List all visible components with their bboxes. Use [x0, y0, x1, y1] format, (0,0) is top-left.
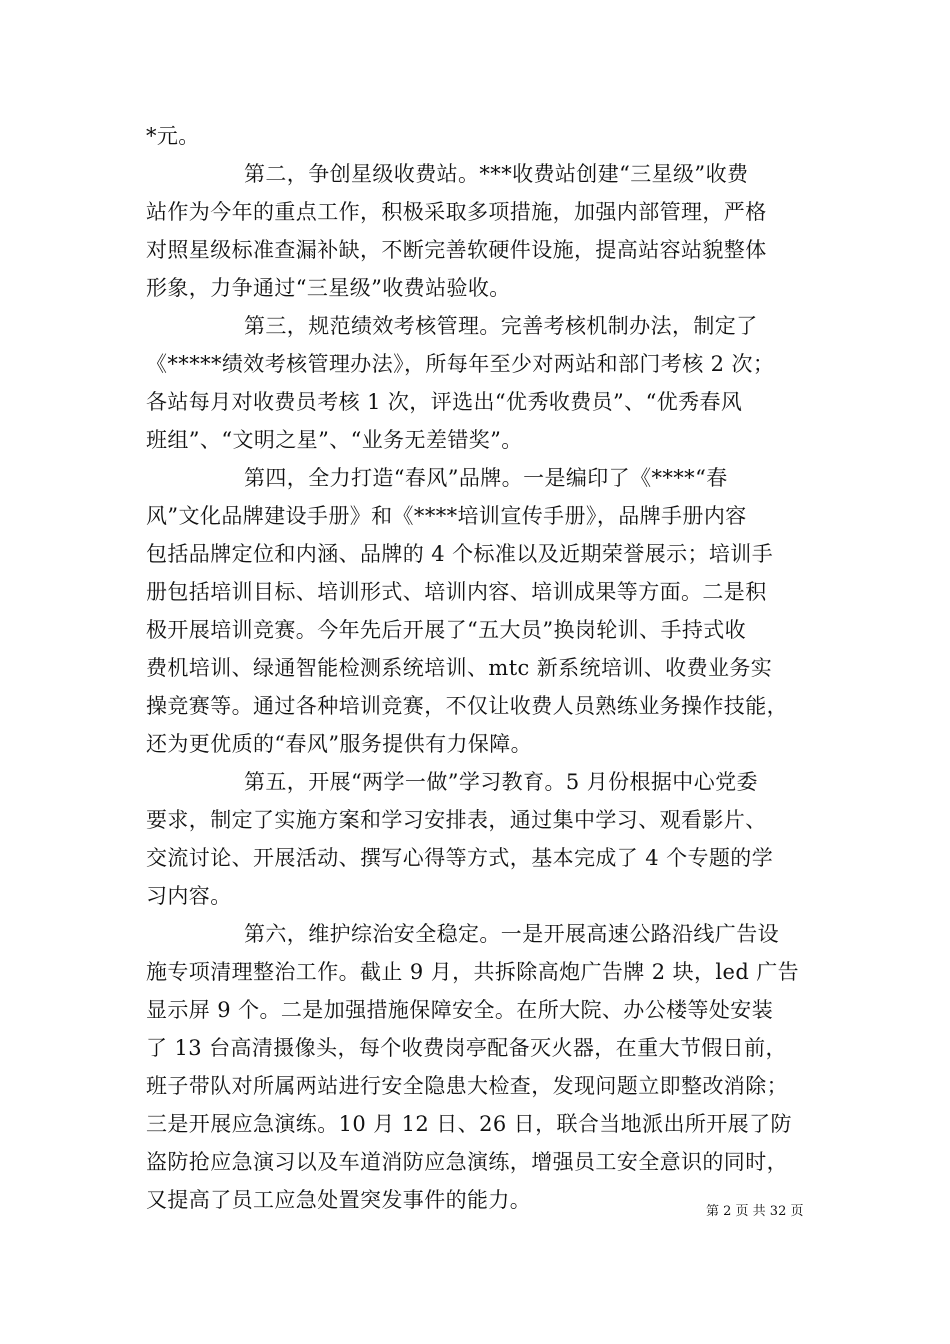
text-line: 操竞赛等。通过各种培训竞赛，不仅让收费人员熟练业务操作技能，	[146, 694, 788, 718]
text-line: *元。	[146, 124, 200, 148]
text-line: 三是开展应急演练。10 月 12 日、26 日，联合当地派出所开展了防	[146, 1112, 792, 1136]
text-line: 风”文化品牌建设手册》和《****培训宣传手册》，品牌手册内容	[146, 504, 747, 528]
text-line: 交流讨论、开展活动、撰写心得等方式，基本完成了 4 个专题的学	[146, 846, 774, 870]
text-line: 《*****绩效考核管理办法》，所每年至少对两站和部门考核 2 次；	[146, 352, 775, 376]
text-line: 显示屏 9 个。二是加强措施保障安全。在所大院、办公楼等处安装	[146, 998, 774, 1022]
text-line: 费机培训、绿通智能检测系统培训、mtc 新系统培训、收费业务实	[146, 656, 773, 680]
text-line: 盗防抢应急演习以及车道消防应急演练，增强员工安全意识的同时，	[146, 1150, 788, 1174]
text-line: 又提高了员工应急处置突发事件的能力。	[146, 1188, 532, 1212]
text-line: 各站每月对收费员考核 1 次，评选出“优秀收费员”、“优秀春风	[146, 390, 743, 414]
text-line: 施专项清理整治工作。截止 9 月，共拆除高炮广告牌 2 块，led 广告	[146, 960, 800, 984]
paragraph-6-line: 第六，维护综治安全稳定。一是开展高速公路沿线广告设	[244, 922, 779, 946]
text-line: 册包括培训目标、培训形式、培训内容、培训成果等方面。二是积	[146, 580, 767, 604]
paragraph-4-line: 第四，全力打造“春风”品牌。一是编印了《****“春	[244, 466, 728, 490]
text-line: 极开展培训竞赛。今年先后开展了“五大员”换岗轮训、手持式收	[146, 618, 747, 642]
text-line: 了 13 台高清摄像头，每个收费岗亭配备灭火器，在重大节假日前，	[146, 1036, 787, 1060]
text-line: 站作为今年的重点工作，积极采取多项措施，加强内部管理，严格	[146, 200, 767, 224]
text-line: 要求，制定了实施方案和学习安排表，通过集中学习、观看影片、	[146, 808, 767, 832]
text-line: 班组”、“文明之星”、“业务无差错奖”。	[146, 428, 523, 452]
page-number-footer: 第 2 页 共 32 页	[706, 1204, 804, 1219]
text-line: 形象，力争通过“三星级”收费站验收。	[146, 276, 511, 300]
text-line: 班子带队对所属两站进行安全隐患大检查，发现问题立即整改消除；	[146, 1074, 788, 1098]
text-line: 还为更优质的“春风”服务提供有力保障。	[146, 732, 533, 756]
text-line: 包括品牌定位和内涵、品牌的 4 个标准以及近期荣誉展示；培训手	[146, 542, 774, 566]
paragraph-2-line: 第二，争创星级收费站。***收费站创建“三星级”收费	[244, 162, 749, 186]
text-line: 对照星级标准查漏补缺，不断完善软硬件设施，提高站容站貌整体	[146, 238, 767, 262]
text-line: 习内容。	[146, 884, 232, 908]
paragraph-3-line: 第三，规范绩效考核管理。完善考核机制办法，制定了	[244, 314, 758, 338]
paragraph-5-line: 第五，开展“两学一做”学习教育。5 月份根据中心党委	[244, 770, 758, 794]
